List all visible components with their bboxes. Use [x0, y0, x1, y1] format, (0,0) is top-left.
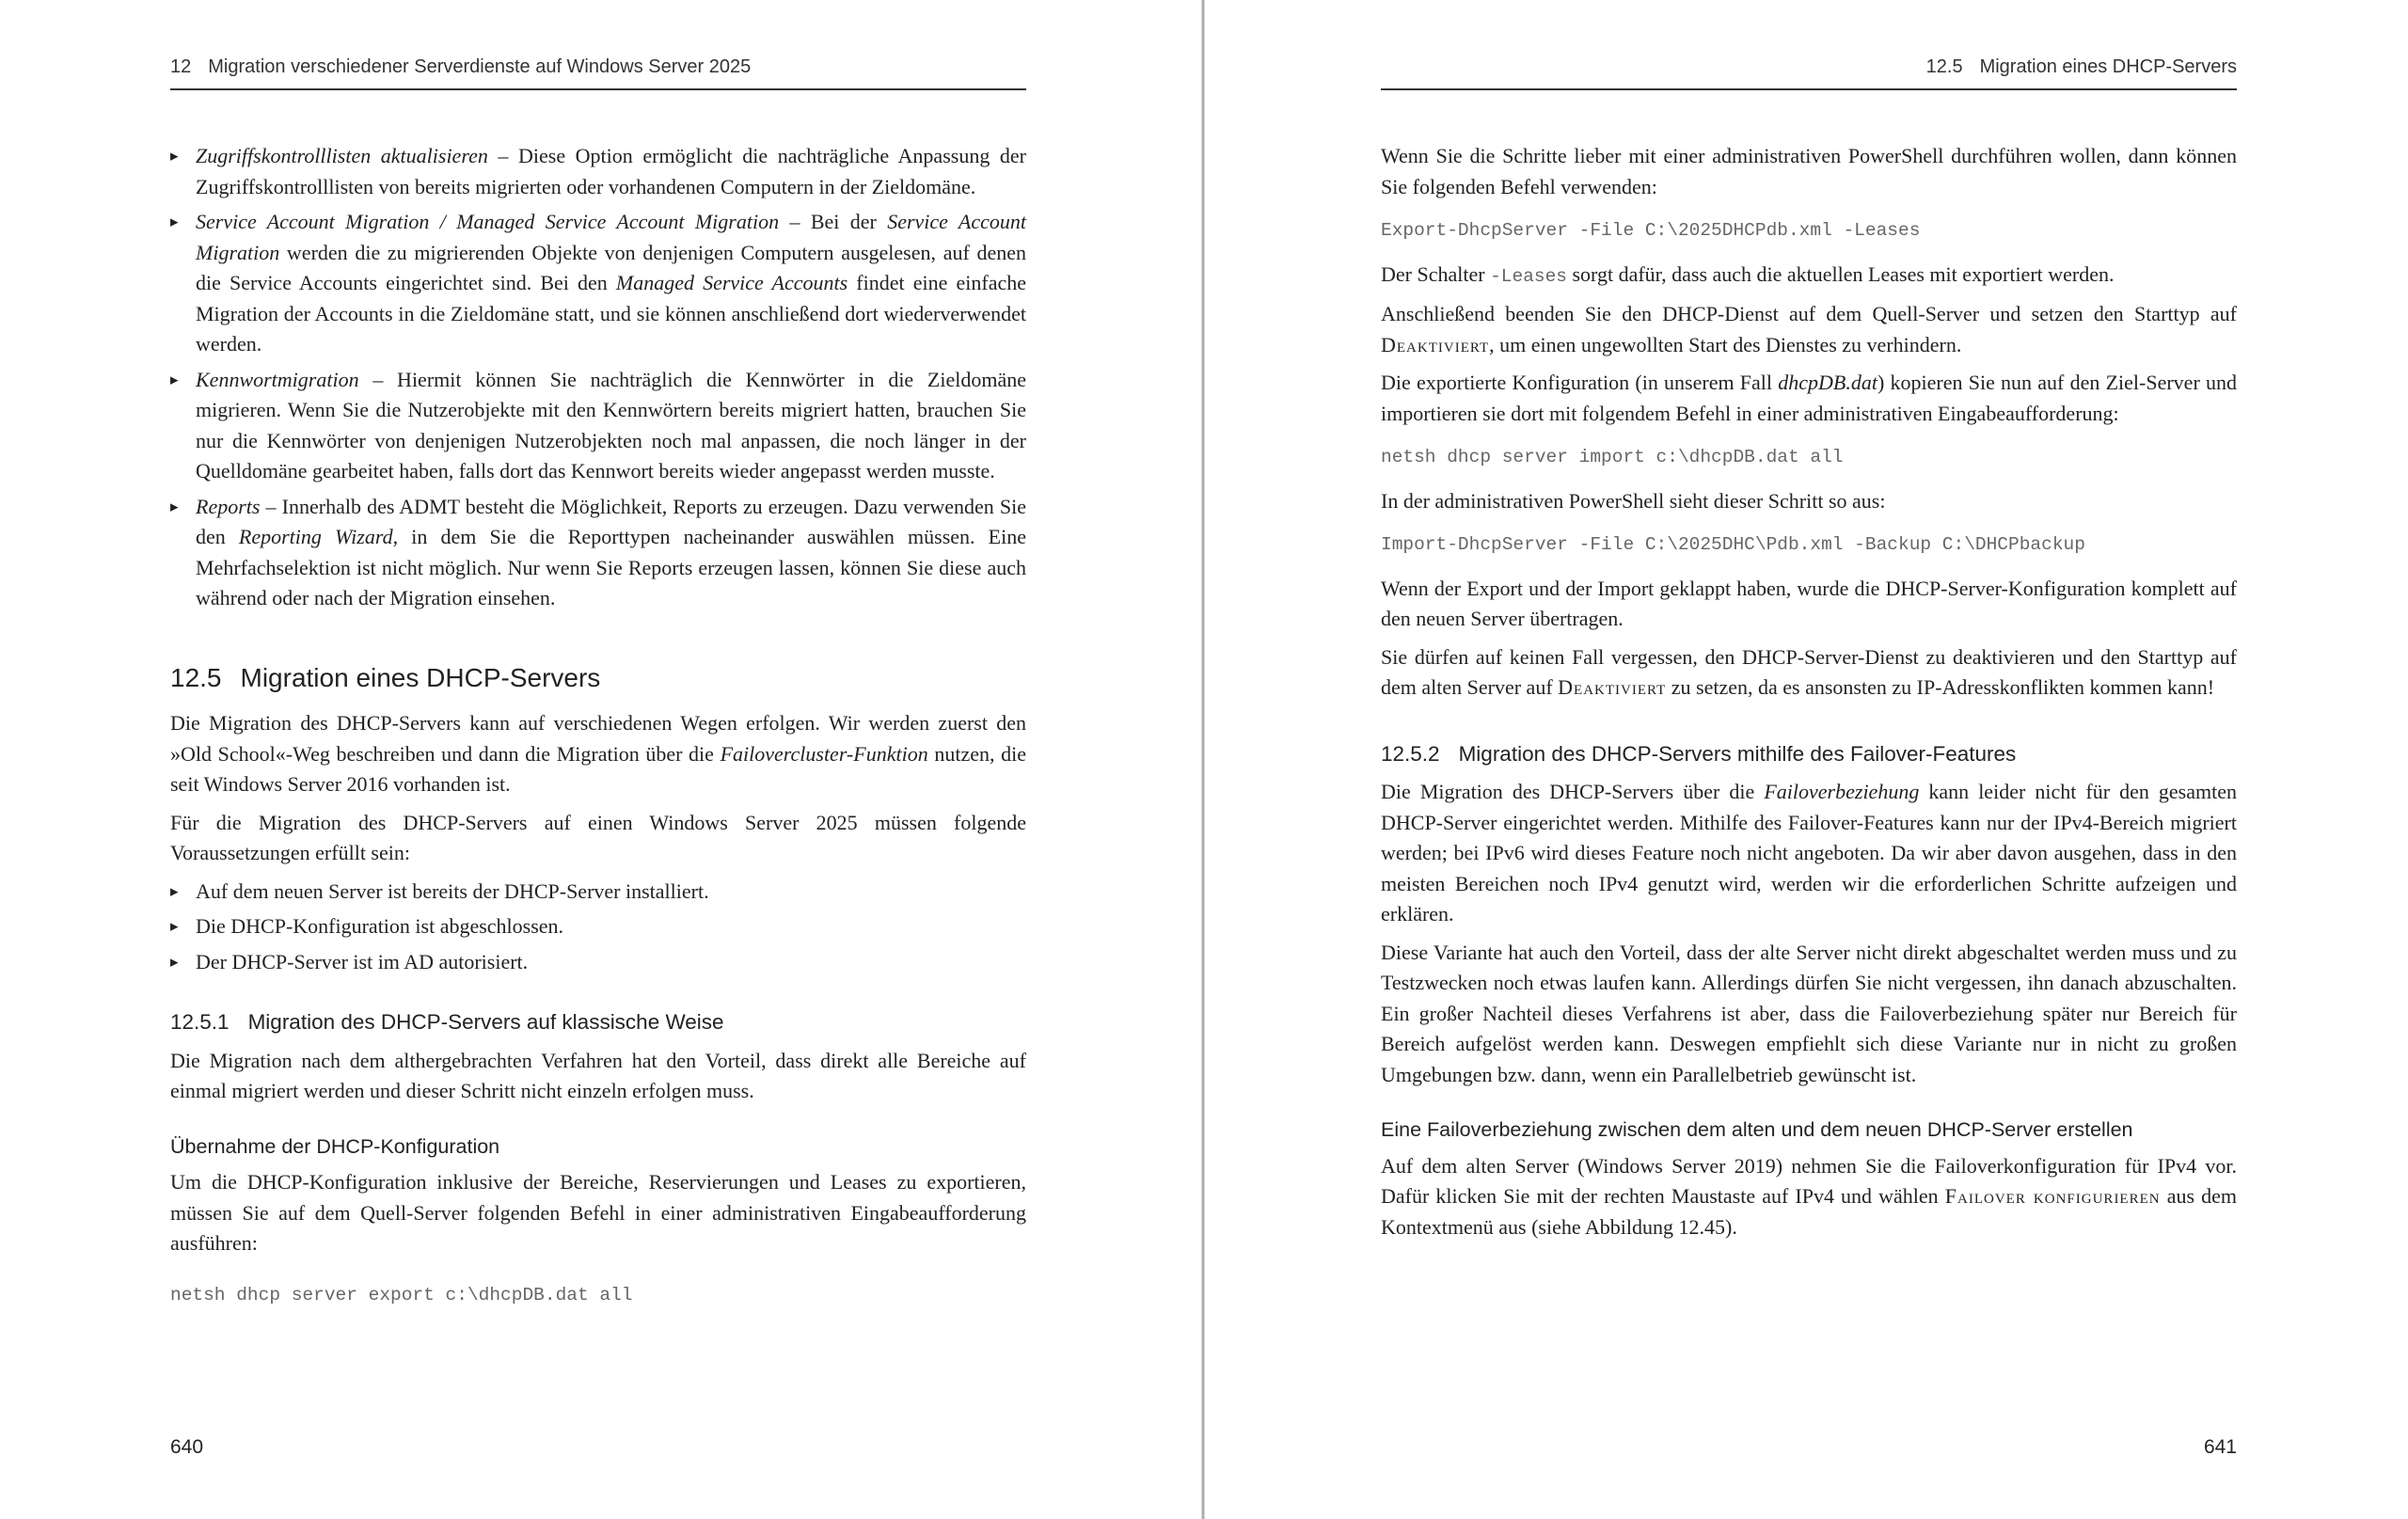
chapter-title: Migration verschiedener Serverdienste auf Windows Server 2025 — [208, 56, 752, 77]
right-page-body — [1381, 141, 2237, 1250]
page-number: 641 — [2203, 1436, 2237, 1458]
page-number: 640 — [170, 1436, 204, 1458]
list-item: ▸ Service Account Migration / Managed Service Account Migration – Bei der Service Account Migration werden die zu migrierenden Objekte von denjenigen Computern ausgelesen, auf denen die Service Accounts eingerichtet sind. Bei den Managed Service Accounts findet eine einfache Migration der Accounts in die Zieldomäne statt, und sie können anschließend dort wiederverwendet werden. — [170, 207, 1026, 360]
section-heading: 12.5 Migration eines DHCP-Servers — [170, 662, 601, 692]
running-header-left — [170, 56, 1026, 90]
paragraph: Anschließend beenden Sie den DHCP-Dienst auf dem Quell-Server und setzen den Starttyp auf Deaktiviert, um einen ungewollten Start des Dienstes zu verhindern. — [1381, 302, 2237, 356]
running-header-right — [1381, 56, 2237, 90]
right-page — [1206, 0, 2408, 1519]
paragraph: Der Schalter -Leases sorgt dafür, dass auch die aktuellen Leases mit exportiert werden. — [1381, 261, 2115, 287]
code-block: netsh dhcp server import c:\dhcpDB.dat all — [1381, 447, 1844, 467]
list-item: ▸ Zugriffskontrolllisten aktualisieren – Diese Option ermöglicht die nachträgliche Anpassung der Zugriffskontrolllisten von bereits migrierten oder vorhandenen Computern in der Zieldomäne. — [170, 141, 1026, 202]
paragraph: Die Migration des DHCP-Servers kann auf verschiedenen Wegen erfolgen. Wir werden zuerst den »Old School«-Weg beschreiben und dann die Migration über die Failovercluster-Funktion nutzen, die seit Windows Server 2016 vorhanden ist. — [170, 711, 1026, 796]
list-item: ▸ Auf dem neuen Server ist bereits der DHCP-Server installiert. — [170, 877, 1026, 908]
list-item: ▸ Kennwortmigration – Hiermit können Sie nachträglich die Kennwörter in die Zieldomäne migrieren. Wenn Sie die Nutzerobjekte mit den Kennwörtern bereits migriert hatten, brauchen Sie nur die Kennwörter von denjenigen Nutzerobjekten noch mal anpassen, die noch länger in der Quelldomäne gearbeitet haben, falls dort das Kennwort bereits wieder angepasst werden musste. — [170, 365, 1026, 487]
paragraph: Auf dem alten Server (Windows Server 2019) nehmen Sie die Failoverkonfiguration für IPv4 vor. Dafür klicken Sie mit der rechten Maustaste auf IPv4 und wählen Failover konfigurieren aus dem Kontextmenü aus (siehe Abbildung 12.45). — [1381, 1153, 2238, 1239]
paragraph: In der administrativen PowerShell sieht dieser Schritt so aus: — [1381, 488, 1886, 513]
paragraph: Wenn Sie die Schritte lieber mit einer administrativen PowerShell durchführen wollen, dann können Sie folgenden Befehl verwenden: — [1381, 144, 2237, 198]
left-page-body — [170, 141, 1026, 1331]
sub-subheading: Übernahme der DHCP-Konfiguration — [170, 1134, 500, 1158]
list-item: ▸ Reports – Innerhalb des ADMT besteht die Möglichkeit, Reports zu erzeugen. Dazu verwenden Sie den Reporting Wizard, in dem Sie die Reporttypen nacheinander auswählen müssen. Eine Mehrfachselektion ist nicht möglich. Nur wenn Sie Reports erzeugen lassen, können Sie diese auch während oder nach der Migration einsehen. — [170, 492, 1026, 614]
paragraph: Um die DHCP-Konfiguration inklusive der Bereiche, Reservierungen und Leases zu exportieren, müssen Sie auf dem Quell-Server folgenden Befehl in einer administrativen Eingabeaufforderung ausführen: — [170, 1170, 1026, 1255]
code-block: Export-DhcpServer -File C:\2025DHCPdb.xml -Leases — [1381, 220, 1921, 241]
sub-subheading: Eine Failoverbeziehung zwischen dem alten und dem neuen DHCP-Server erstellen — [1381, 1118, 2133, 1141]
paragraph: Wenn der Export und der Import geklappt haben, wurde die DHCP-Server-Konfiguration komplett auf den neuen Server übertragen. — [1381, 576, 2237, 630]
paragraph: Die Migration nach dem althergebrachten Verfahren hat den Vorteil, dass direkt alle Bereiche auf einmal migriert werden und dieser Schritt nicht einzeln erfolgen muss. — [170, 1048, 1026, 1102]
list-item: ▸ Die DHCP-Konfiguration ist abgeschlossen. — [170, 911, 1026, 942]
code-block: Import-DhcpServer -File C:\2025DHC\Pdb.xml -Backup C:\DHCPbackup — [1381, 534, 2085, 555]
chapter-number: 12 — [170, 56, 192, 77]
paragraph: Für die Migration des DHCP-Servers auf einen Windows Server 2025 müssen folgende Voraussetzungen erfüllt sein: — [170, 810, 1026, 864]
bullet-list-admt-options — [170, 141, 1026, 614]
prerequisites-list — [170, 877, 1026, 978]
subsection-heading: 12.5.1 Migration des DHCP-Servers auf klassische Weise — [170, 1010, 724, 1034]
section-title: Migration eines DHCP-Servers — [1979, 56, 2237, 77]
left-page — [0, 0, 1202, 1519]
list-item: ▸ Der DHCP-Server ist im AD autorisiert. — [170, 947, 1026, 978]
code-block: netsh dhcp server export c:\dhcpDB.dat all — [170, 1284, 633, 1305]
section-number: 12.5 — [1925, 56, 1963, 77]
paragraph: Sie dürfen auf keinen Fall vergessen, den DHCP-Server-Dienst zu deaktivieren und den Starttyp auf dem alten Server auf Deaktiviert zu setzen, da es ansonsten zu IP-Adresskonflikten kommen kann! — [1381, 644, 2237, 699]
paragraph: Die exportierte Konfiguration (in unserem Fall dhcpDB.dat) kopieren Sie nun auf den Ziel-Server und importieren sie dort mit folgendem Befehl in einer administrativen Eingabeaufforderung: — [1381, 371, 2237, 425]
paragraph: Die Migration des DHCP-Servers über die Failoverbeziehung kann leider nicht für den gesamten DHCP-Server eingerichtet werden. Mithilfe des Failover-Features kann nur der IPv4-Bereich migriert werden; bei IPv6 wird dieses Feature noch nicht angeboten. Da wir aber davon ausgehen, dass in den meisten Bereichen noch IPv4 genutzt wird, werden wir die erforderlichen Schritte aufzeigen und erklären. — [1381, 780, 2237, 926]
subsection-heading: 12.5.2 Migration des DHCP-Servers mithilfe des Failover-Features — [1381, 741, 2017, 766]
paragraph: Diese Variante hat auch den Vorteil, dass der alte Server nicht direkt abgeschaltet werden muss und zu Testzwecken noch etwas laufen kann. Allerdings dürfen Sie nicht vergessen, ihn danach abzuschalten. Ein großer Nachteil dieses Verfahrens ist aber, dass die Failoverbeziehung später nur Bereich für Bereich aufgelöst werden kann. Deswegen empfiehlt sich diese Variante nur in nicht zu großen Umgebungen bzw. dann, wenn ein Parallelbetrieb gewünscht ist. — [1381, 940, 2237, 1086]
